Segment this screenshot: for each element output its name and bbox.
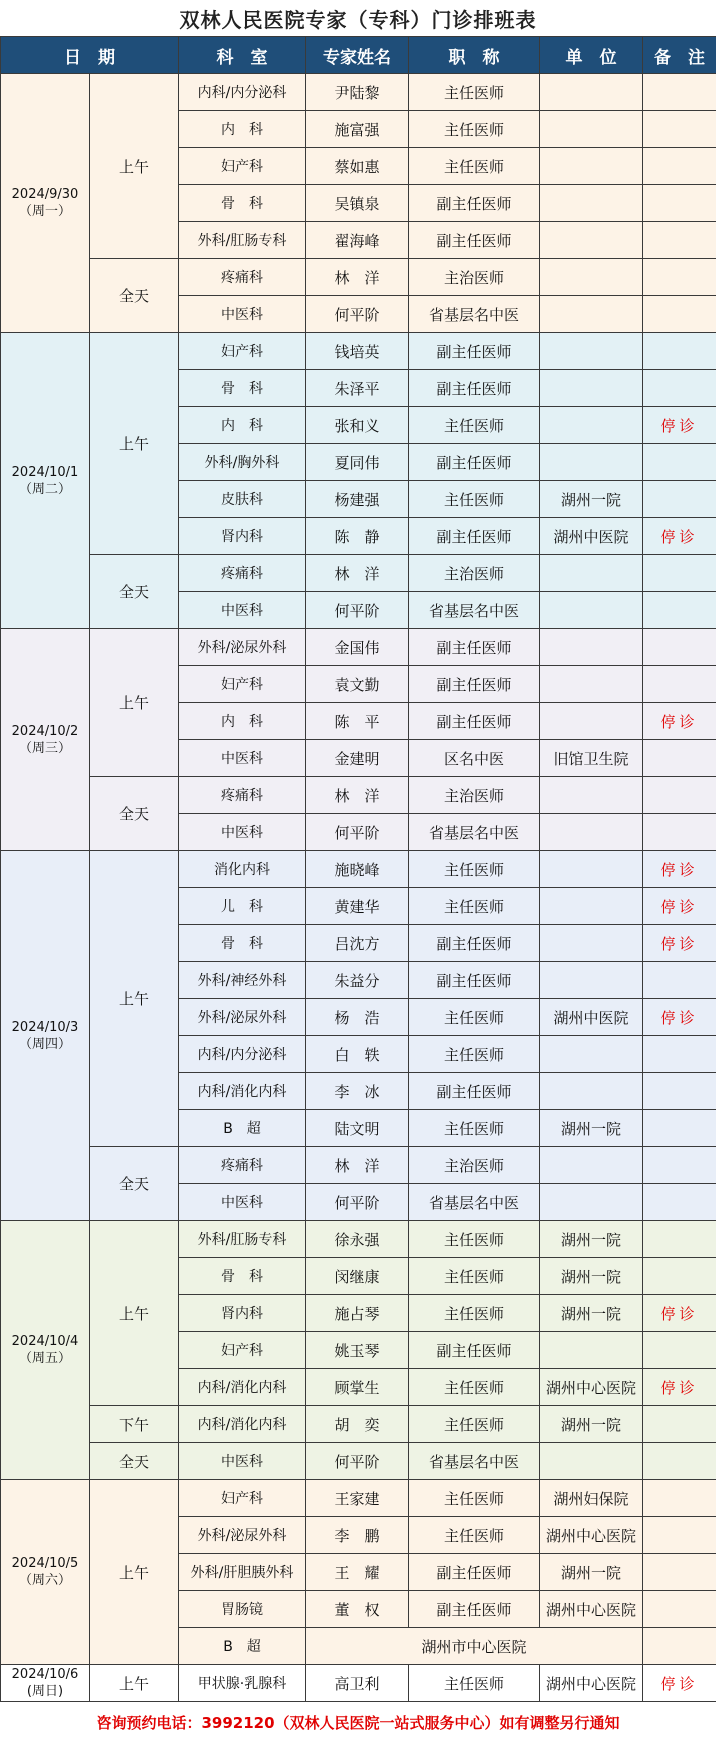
doctor-name-cell: 夏同伟 bbox=[306, 444, 409, 481]
period-cell: 全天 bbox=[90, 1443, 179, 1480]
period-cell: 全天 bbox=[90, 555, 179, 629]
doctor-title-cell: 省基层名中医 bbox=[409, 1443, 540, 1480]
unit-cell: 湖州中医院 bbox=[540, 518, 643, 555]
date-cell bbox=[1, 333, 90, 629]
doctor-title-cell: 主任医师 bbox=[409, 1665, 540, 1702]
doctor-name-cell: 钱培英 bbox=[306, 333, 409, 370]
doctor-title-cell: 副主任医师 bbox=[409, 666, 540, 703]
unit-cell bbox=[540, 962, 643, 999]
unit-cell bbox=[540, 370, 643, 407]
doctor-title-cell: 副主任医师 bbox=[409, 1554, 540, 1591]
doctor-title-cell: 主任医师 bbox=[409, 1369, 540, 1406]
note-cell bbox=[643, 1406, 716, 1443]
dept-cell: 内科/消化内科 bbox=[179, 1073, 306, 1110]
dept-cell: 外科/胸外科 bbox=[179, 444, 306, 481]
note-cell bbox=[643, 1591, 716, 1628]
doctor-name-cell: 姚玉琴 bbox=[306, 1332, 409, 1369]
date-text: 2024/10/6 bbox=[11, 1667, 79, 1682]
period-cell: 上午 bbox=[90, 333, 179, 555]
note-cell bbox=[643, 740, 716, 777]
doctor-title-cell: 主任医师 bbox=[409, 481, 540, 518]
unit-cell bbox=[540, 1147, 643, 1184]
dept-cell: 疼痛科 bbox=[179, 259, 306, 296]
note-cell: 停诊 bbox=[643, 851, 716, 888]
unit-cell bbox=[540, 1332, 643, 1369]
unit-cell bbox=[540, 666, 643, 703]
period-cell: 上午 bbox=[90, 1480, 179, 1665]
doctor-name-cell: 林 洋 bbox=[306, 555, 409, 592]
dept-cell: 妇产科 bbox=[179, 148, 306, 185]
dept-cell: 妇产科 bbox=[179, 1332, 306, 1369]
note-cell bbox=[643, 111, 716, 148]
doctor-name-cell: 林 洋 bbox=[306, 259, 409, 296]
unit-cell: 湖州一院 bbox=[540, 1110, 643, 1147]
unit-cell bbox=[540, 888, 643, 925]
doctor-name-cell: 朱泽平 bbox=[306, 370, 409, 407]
doctor-title-cell: 主任医师 bbox=[409, 1480, 540, 1517]
dept-cell: 内科/消化内科 bbox=[179, 1369, 306, 1406]
doctor-name-cell: 李 鹏 bbox=[306, 1517, 409, 1554]
dept-cell: 骨 科 bbox=[179, 1258, 306, 1295]
dept-cell: 中医科 bbox=[179, 814, 306, 851]
merged-unit-cell: 湖州市中心医院 bbox=[306, 1628, 643, 1665]
doctor-title-cell: 副主任医师 bbox=[409, 962, 540, 999]
unit-cell bbox=[540, 1073, 643, 1110]
note-cell bbox=[643, 666, 716, 703]
period-cell: 上午 bbox=[90, 629, 179, 777]
doctor-name-cell: 袁文勤 bbox=[306, 666, 409, 703]
note-cell bbox=[643, 1628, 716, 1665]
header-date: 日 期 bbox=[1, 37, 179, 74]
note-cell bbox=[643, 74, 716, 111]
dept-cell: 中医科 bbox=[179, 592, 306, 629]
unit-cell bbox=[540, 407, 643, 444]
dept-cell: 内 科 bbox=[179, 111, 306, 148]
doctor-title-cell: 副主任医师 bbox=[409, 222, 540, 259]
dept-cell: 内科/内分泌科 bbox=[179, 74, 306, 111]
unit-cell bbox=[540, 555, 643, 592]
note-cell: 停诊 bbox=[643, 1369, 716, 1406]
header-name: 专家姓名 bbox=[306, 37, 409, 74]
unit-cell: 湖州一院 bbox=[540, 1258, 643, 1295]
header-note: 备 注 bbox=[643, 37, 716, 74]
doctor-name-cell: 董 权 bbox=[306, 1591, 409, 1628]
date-text: 2024/10/2 bbox=[11, 723, 79, 739]
note-cell: 停诊 bbox=[643, 999, 716, 1036]
dept-cell: 外科/肛肠专科 bbox=[179, 1221, 306, 1258]
note-cell bbox=[643, 481, 716, 518]
table-row bbox=[1, 1443, 716, 1480]
dept-cell: 消化内科 bbox=[179, 851, 306, 888]
doctor-title-cell: 副主任医师 bbox=[409, 1332, 540, 1369]
note-cell bbox=[643, 1221, 716, 1258]
unit-cell bbox=[540, 1443, 643, 1480]
unit-cell bbox=[540, 444, 643, 481]
note-cell: 停诊 bbox=[643, 703, 716, 740]
unit-cell: 湖州中心医院 bbox=[540, 1369, 643, 1406]
unit-cell bbox=[540, 814, 643, 851]
dept-cell: 内 科 bbox=[179, 703, 306, 740]
doctor-name-cell: 蔡如惠 bbox=[306, 148, 409, 185]
table-row bbox=[1, 1480, 716, 1517]
weekday-text: （周三） bbox=[18, 740, 71, 756]
doctor-name-cell: 徐永强 bbox=[306, 1221, 409, 1258]
doctor-title-cell: 主任医师 bbox=[409, 1517, 540, 1554]
doctor-name-cell: 何平阶 bbox=[306, 1443, 409, 1480]
note-cell bbox=[643, 1147, 716, 1184]
unit-cell bbox=[540, 851, 643, 888]
dept-cell: 外科/肝胆胰外科 bbox=[179, 1554, 306, 1591]
schedule-table bbox=[0, 36, 716, 1702]
doctor-title-cell: 主任医师 bbox=[409, 851, 540, 888]
unit-cell: 湖州中心医院 bbox=[540, 1665, 643, 1702]
unit-cell bbox=[540, 259, 643, 296]
note-cell bbox=[643, 259, 716, 296]
note-cell bbox=[643, 333, 716, 370]
date-text: 2024/10/3 bbox=[11, 1019, 79, 1035]
doctor-name-cell: 胡 奕 bbox=[306, 1406, 409, 1443]
doctor-title-cell: 副主任医师 bbox=[409, 518, 540, 555]
unit-cell: 湖州中医院 bbox=[540, 999, 643, 1036]
dept-cell: 疼痛科 bbox=[179, 555, 306, 592]
doctor-name-cell: 尹陆黎 bbox=[306, 74, 409, 111]
doctor-name-cell: 陆文明 bbox=[306, 1110, 409, 1147]
dept-cell: 骨 科 bbox=[179, 925, 306, 962]
unit-cell: 湖州一院 bbox=[540, 1406, 643, 1443]
period-cell: 上午 bbox=[90, 74, 179, 259]
unit-cell: 湖州一院 bbox=[540, 1554, 643, 1591]
dept-cell: 外科/神经外科 bbox=[179, 962, 306, 999]
dept-cell: 胃肠镜 bbox=[179, 1591, 306, 1628]
doctor-title-cell: 主任医师 bbox=[409, 888, 540, 925]
doctor-title-cell: 副主任医师 bbox=[409, 1073, 540, 1110]
doctor-title-cell: 主任医师 bbox=[409, 1036, 540, 1073]
dept-cell: 儿 科 bbox=[179, 888, 306, 925]
note-cell bbox=[643, 962, 716, 999]
period-cell: 上午 bbox=[90, 1665, 179, 1702]
doctor-title-cell: 主任医师 bbox=[409, 148, 540, 185]
unit-cell bbox=[540, 629, 643, 666]
header-row bbox=[1, 37, 716, 74]
doctor-name-cell: 施晓峰 bbox=[306, 851, 409, 888]
dept-cell: 妇产科 bbox=[179, 333, 306, 370]
table-row bbox=[1, 259, 716, 296]
doctor-name-cell: 闵继康 bbox=[306, 1258, 409, 1295]
doctor-name-cell: 施富强 bbox=[306, 111, 409, 148]
table-row bbox=[1, 629, 716, 666]
doctor-name-cell: 王家建 bbox=[306, 1480, 409, 1517]
doctor-name-cell: 林 洋 bbox=[306, 777, 409, 814]
unit-cell: 旧馆卫生院 bbox=[540, 740, 643, 777]
doctor-title-cell: 副主任医师 bbox=[409, 444, 540, 481]
page-title: 双林人民医院专家（专科）门诊排班表 bbox=[179, 8, 537, 32]
note-cell: 停诊 bbox=[643, 1665, 716, 1702]
dept-cell: 内科/内分泌科 bbox=[179, 1036, 306, 1073]
doctor-title-cell: 副主任医师 bbox=[409, 370, 540, 407]
doctor-title-cell: 副主任医师 bbox=[409, 925, 540, 962]
doctor-name-cell: 何平阶 bbox=[306, 592, 409, 629]
dept-cell: 肾内科 bbox=[179, 1295, 306, 1332]
doctor-title-cell: 主任医师 bbox=[409, 111, 540, 148]
note-cell bbox=[643, 1443, 716, 1480]
table-row bbox=[1, 1221, 716, 1258]
note-cell: 停诊 bbox=[643, 925, 716, 962]
unit-cell bbox=[540, 777, 643, 814]
unit-cell bbox=[540, 74, 643, 111]
period-cell: 全天 bbox=[90, 259, 179, 333]
doctor-title-cell: 主治医师 bbox=[409, 259, 540, 296]
header-dept: 科 室 bbox=[179, 37, 306, 74]
unit-cell bbox=[540, 333, 643, 370]
note-cell bbox=[643, 148, 716, 185]
period-cell: 下午 bbox=[90, 1406, 179, 1443]
doctor-title-cell: 主任医师 bbox=[409, 1221, 540, 1258]
doctor-name-cell: 高卫利 bbox=[306, 1665, 409, 1702]
note-cell bbox=[643, 1332, 716, 1369]
doctor-name-cell: 陈 平 bbox=[306, 703, 409, 740]
note-cell bbox=[643, 592, 716, 629]
date-text: 2024/10/4 bbox=[11, 1334, 79, 1349]
table-row bbox=[1, 1406, 716, 1443]
table-row bbox=[1, 777, 716, 814]
dept-cell: 中医科 bbox=[179, 740, 306, 777]
doctor-title-cell: 主任医师 bbox=[409, 999, 540, 1036]
note-cell: 停诊 bbox=[643, 407, 716, 444]
doctor-name-cell: 金国伟 bbox=[306, 629, 409, 666]
dept-cell: 中医科 bbox=[179, 1443, 306, 1480]
doctor-name-cell: 李 冰 bbox=[306, 1073, 409, 1110]
dept-cell: 骨 科 bbox=[179, 370, 306, 407]
doctor-title-cell: 省基层名中医 bbox=[409, 296, 540, 333]
unit-cell: 湖州一院 bbox=[540, 481, 643, 518]
note-cell bbox=[643, 1036, 716, 1073]
table-row bbox=[1, 555, 716, 592]
date-cell bbox=[1, 74, 90, 333]
dept-cell: 内科/消化内科 bbox=[179, 1406, 306, 1443]
unit-cell: 湖州中心医院 bbox=[540, 1591, 643, 1628]
doctor-name-cell: 黄建华 bbox=[306, 888, 409, 925]
note-cell bbox=[643, 629, 716, 666]
doctor-title-cell: 副主任医师 bbox=[409, 1591, 540, 1628]
period-cell: 全天 bbox=[90, 1147, 179, 1221]
doctor-title-cell: 主任医师 bbox=[409, 407, 540, 444]
doctor-name-cell: 何平阶 bbox=[306, 1184, 409, 1221]
note-cell bbox=[643, 1110, 716, 1147]
unit-cell bbox=[540, 111, 643, 148]
unit-cell bbox=[540, 1184, 643, 1221]
note-cell bbox=[643, 814, 716, 851]
unit-cell: 湖州一院 bbox=[540, 1295, 643, 1332]
doctor-title-cell: 副主任医师 bbox=[409, 703, 540, 740]
period-cell: 全天 bbox=[90, 777, 179, 851]
date-cell bbox=[1, 1480, 90, 1665]
doctor-name-cell: 白 轶 bbox=[306, 1036, 409, 1073]
dept-cell: 外科/泌尿外科 bbox=[179, 999, 306, 1036]
unit-cell bbox=[540, 592, 643, 629]
weekday-text: （周五） bbox=[18, 1351, 71, 1366]
table-row bbox=[1, 1147, 716, 1184]
doctor-name-cell: 杨建强 bbox=[306, 481, 409, 518]
dept-cell: 骨 科 bbox=[179, 185, 306, 222]
dept-cell: 疼痛科 bbox=[179, 777, 306, 814]
table-row bbox=[1, 1665, 716, 1702]
note-cell bbox=[643, 296, 716, 333]
doctor-name-cell: 翟海峰 bbox=[306, 222, 409, 259]
note-cell bbox=[643, 555, 716, 592]
doctor-title-cell: 主任医师 bbox=[409, 1258, 540, 1295]
dept-cell: B 超 bbox=[179, 1110, 306, 1147]
dept-cell: B 超 bbox=[179, 1628, 306, 1665]
unit-cell bbox=[540, 1036, 643, 1073]
doctor-title-cell: 副主任医师 bbox=[409, 185, 540, 222]
dept-cell: 疼痛科 bbox=[179, 1147, 306, 1184]
doctor-name-cell: 顾掌生 bbox=[306, 1369, 409, 1406]
doctor-name-cell: 陈 静 bbox=[306, 518, 409, 555]
doctor-name-cell: 朱益分 bbox=[306, 962, 409, 999]
unit-cell bbox=[540, 703, 643, 740]
note-cell bbox=[643, 777, 716, 814]
header-unit: 单 位 bbox=[540, 37, 643, 74]
dept-cell: 中医科 bbox=[179, 1184, 306, 1221]
doctor-name-cell: 张和义 bbox=[306, 407, 409, 444]
unit-cell: 湖州妇保院 bbox=[540, 1480, 643, 1517]
note-cell bbox=[643, 1554, 716, 1591]
doctor-title-cell: 主治医师 bbox=[409, 1147, 540, 1184]
note-cell bbox=[643, 444, 716, 481]
dept-cell: 妇产科 bbox=[179, 666, 306, 703]
dept-cell: 皮肤科 bbox=[179, 481, 306, 518]
dept-cell: 外科/泌尿外科 bbox=[179, 629, 306, 666]
note-cell bbox=[643, 1073, 716, 1110]
doctor-name-cell: 何平阶 bbox=[306, 296, 409, 333]
weekday-text: (周日) bbox=[26, 1684, 64, 1699]
date-cell bbox=[1, 629, 90, 851]
doctor-title-cell: 区名中医 bbox=[409, 740, 540, 777]
note-cell bbox=[643, 1258, 716, 1295]
unit-cell: 湖州中心医院 bbox=[540, 1517, 643, 1554]
note-cell bbox=[643, 370, 716, 407]
unit-cell bbox=[540, 148, 643, 185]
dept-cell: 内 科 bbox=[179, 407, 306, 444]
doctor-name-cell: 杨 浩 bbox=[306, 999, 409, 1036]
doctor-title-cell: 主任医师 bbox=[409, 74, 540, 111]
date-cell bbox=[1, 1665, 90, 1702]
date-text: 2024/10/1 bbox=[11, 464, 79, 480]
doctor-title-cell: 主任医师 bbox=[409, 1295, 540, 1332]
doctor-title-cell: 主任医师 bbox=[409, 1110, 540, 1147]
header-title: 职 称 bbox=[409, 37, 540, 74]
doctor-title-cell: 省基层名中医 bbox=[409, 814, 540, 851]
note-cell: 停诊 bbox=[643, 1295, 716, 1332]
unit-cell bbox=[540, 222, 643, 259]
table-row bbox=[1, 851, 716, 888]
period-cell: 上午 bbox=[90, 1221, 179, 1406]
doctor-title-cell: 主治医师 bbox=[409, 555, 540, 592]
doctor-title-cell: 省基层名中医 bbox=[409, 592, 540, 629]
doctor-name-cell: 吕沈方 bbox=[306, 925, 409, 962]
dept-cell: 肾内科 bbox=[179, 518, 306, 555]
note-cell: 停诊 bbox=[643, 888, 716, 925]
note-cell: 停诊 bbox=[643, 518, 716, 555]
note-cell bbox=[643, 185, 716, 222]
weekday-text: （周二） bbox=[18, 481, 71, 497]
date-cell bbox=[1, 851, 90, 1221]
doctor-title-cell: 副主任医师 bbox=[409, 333, 540, 370]
date-cell bbox=[1, 1221, 90, 1480]
doctor-title-cell: 副主任医师 bbox=[409, 629, 540, 666]
note-cell bbox=[643, 1517, 716, 1554]
dept-cell: 妇产科 bbox=[179, 1480, 306, 1517]
doctor-name-cell: 吴镇泉 bbox=[306, 185, 409, 222]
weekday-text: （周一） bbox=[18, 204, 71, 219]
dept-cell: 甲状腺·乳腺科 bbox=[179, 1665, 306, 1702]
weekday-text: （周六） bbox=[18, 1573, 71, 1588]
table-row bbox=[1, 333, 716, 370]
doctor-name-cell: 施占琴 bbox=[306, 1295, 409, 1332]
note-cell bbox=[643, 222, 716, 259]
doctor-name-cell: 王 耀 bbox=[306, 1554, 409, 1591]
doctor-title-cell: 主治医师 bbox=[409, 777, 540, 814]
date-text: 2024/10/5 bbox=[11, 1556, 79, 1571]
unit-cell bbox=[540, 185, 643, 222]
weekday-text: （周四） bbox=[18, 1036, 71, 1052]
unit-cell: 湖州一院 bbox=[540, 1221, 643, 1258]
dept-cell: 外科/肛肠专科 bbox=[179, 222, 306, 259]
dept-cell: 外科/泌尿外科 bbox=[179, 1517, 306, 1554]
date-text: 2024/9/30 bbox=[11, 187, 79, 202]
doctor-title-cell: 主任医师 bbox=[409, 1406, 540, 1443]
doctor-name-cell: 何平阶 bbox=[306, 814, 409, 851]
note-cell bbox=[643, 1480, 716, 1517]
unit-cell bbox=[540, 296, 643, 333]
dept-cell: 中医科 bbox=[179, 296, 306, 333]
period-cell: 上午 bbox=[90, 851, 179, 1147]
schedule-body bbox=[1, 74, 716, 1702]
footer-contact: 咨询预约电话：3992120（双林人民医院一站式服务中心）如有调整另行通知 bbox=[96, 1714, 620, 1732]
table-row bbox=[1, 74, 716, 111]
doctor-name-cell: 林 洋 bbox=[306, 1147, 409, 1184]
unit-cell bbox=[540, 925, 643, 962]
doctor-name-cell: 金建明 bbox=[306, 740, 409, 777]
note-cell bbox=[643, 1184, 716, 1221]
doctor-title-cell: 省基层名中医 bbox=[409, 1184, 540, 1221]
